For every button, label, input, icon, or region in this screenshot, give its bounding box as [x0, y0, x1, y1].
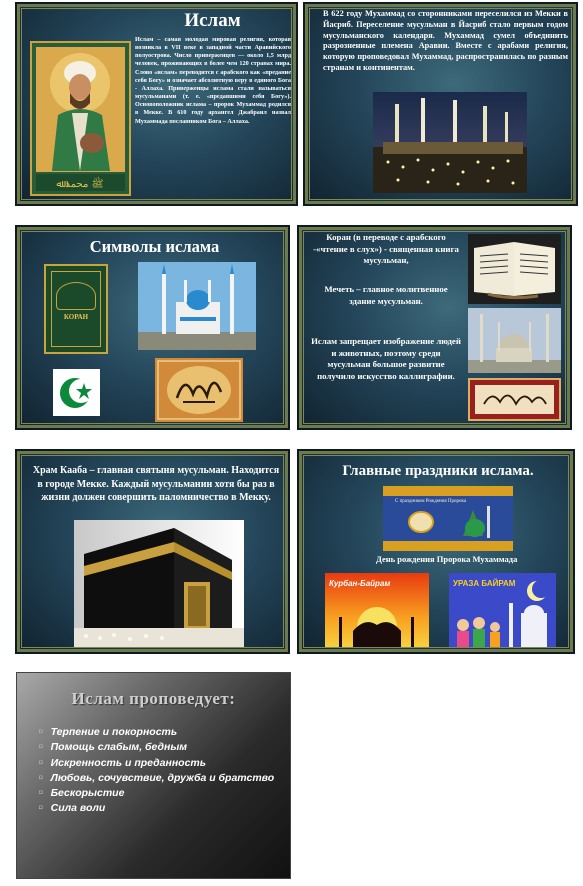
slide1-title: Ислам	[184, 10, 241, 31]
slide-islam-intro	[15, 2, 298, 206]
slide-islam-teachings	[16, 672, 291, 879]
uraza-bairam-image	[449, 573, 556, 647]
mosque-photo-image	[468, 308, 561, 373]
slide4-quran-text: Коран (в переводе с арабского -«чтение в слух») - священная книга мусульман,	[313, 232, 459, 266]
mawlid-caption: День рождения Пророка Мухаммада	[376, 554, 518, 564]
mawlid-banner-text: С праздником Рождения Пророка	[395, 499, 467, 504]
bullet-icon: ◘	[39, 744, 43, 751]
list-item	[39, 725, 274, 740]
list-item	[39, 801, 274, 816]
list-item	[39, 756, 274, 771]
medina-mosque-night-image	[373, 92, 527, 193]
slide4-mosque-text: Мечеть – главное молитвенное здание мусульман.	[324, 284, 448, 306]
list-item-label: Любовь, сочувствие, дружба и братство	[50, 771, 275, 784]
slide5-body-text: Храм Кааба – главная святыня мусульман. Находится в городе Мекке. Каждый мусульманин хотя бы раз в жизни должен совершить паломничество в Мекку.	[32, 465, 280, 504]
open-quran-image	[468, 234, 561, 304]
slide-quran-mosque	[297, 225, 572, 430]
mawlid-banner-image	[383, 486, 513, 551]
slide1-body-text: Ислам – самая молодая мировая религия, которая возникла в VII веке в западной части Аравийского полуострова. Число приверженцев — около 1,5 млрд человек, проживающих в более чем 120 странах мира. Слово «ислам» переводится с арабского как «предание себя Богу» и означает абсолютную веру в единого Бога - Аллаха. Приверженцы ислама стали называться мусульманами (т. е. «предавшими себя Богу»). Основоположник ислама – пророк Мухаммад родился в Мекке. В 610 году архангел Джабраил назвал Мухаммада посланником Бога – Аллаха.	[135, 36, 291, 125]
slide-kaaba	[15, 449, 290, 654]
quran-book-image	[44, 264, 108, 354]
slide3-title: Символы ислама	[89, 237, 220, 256]
list-item	[39, 740, 274, 755]
list-item-label: Бескорыстие	[50, 787, 125, 800]
teachings-list	[39, 725, 274, 817]
calligraphy-panel-image	[468, 378, 561, 421]
list-item-label: Помощь слабым, бедным	[50, 741, 188, 754]
list-item	[39, 771, 274, 786]
bullet-icon: ◘	[39, 729, 43, 735]
bullet-icon: ◘	[39, 759, 43, 766]
prophet-portrait-image	[30, 41, 131, 196]
list-item	[39, 786, 274, 801]
quran-book-label: КОРАН	[63, 313, 89, 321]
kurban-bairam-label: Курбан-Байрам	[329, 579, 391, 588]
list-item-label: Сила воли	[50, 802, 106, 815]
crescent-star-icon	[53, 369, 100, 416]
slide-islamic-holidays	[297, 449, 575, 654]
kul-sharif-mosque-image	[138, 262, 256, 350]
kurban-bairam-image	[325, 573, 429, 647]
slide6-title: Главные праздники ислама.	[342, 463, 534, 479]
list-item-label: Искренность и преданность	[50, 756, 206, 769]
bullet-icon: ◘	[39, 805, 43, 812]
bullet-icon: ◘	[39, 774, 43, 781]
svg-text:ﷺ ﻣﺤﻤﺪ ﷲ: ﷺ ﻣﺤﻤﺪ ﷲ	[56, 179, 104, 190]
bullet-icon: ◘	[39, 790, 43, 797]
slide7-title: Ислам проповедует:	[71, 689, 236, 708]
list-item-label: Терпение и покорность	[50, 726, 178, 738]
uraza-bairam-label: УРАЗА БАЙРАМ	[453, 579, 516, 588]
kaaba-image	[74, 520, 244, 647]
slide-islam-symbols	[15, 225, 290, 430]
slide-hijra	[303, 2, 578, 206]
calligraphy-art-image	[155, 358, 243, 422]
slide2-body-text: В 622 году Мухаммад со сторонниками переселился из Мекки в Йасриб. Переселение мусульман в Йасриб стало первым годом мусульманского календаря. Мухаммад сумел объединить разрозненные племена Аравии. Вместе с арабами религия, которую проповедовал Мухаммад, распространилась по разным странам и континентам.	[323, 9, 568, 72]
slide4-calligraphy-text: Ислам запрещает изображение людей и животных, поэтому среди мусульман большое развитие получило искусство каллиграфии.	[311, 336, 461, 381]
